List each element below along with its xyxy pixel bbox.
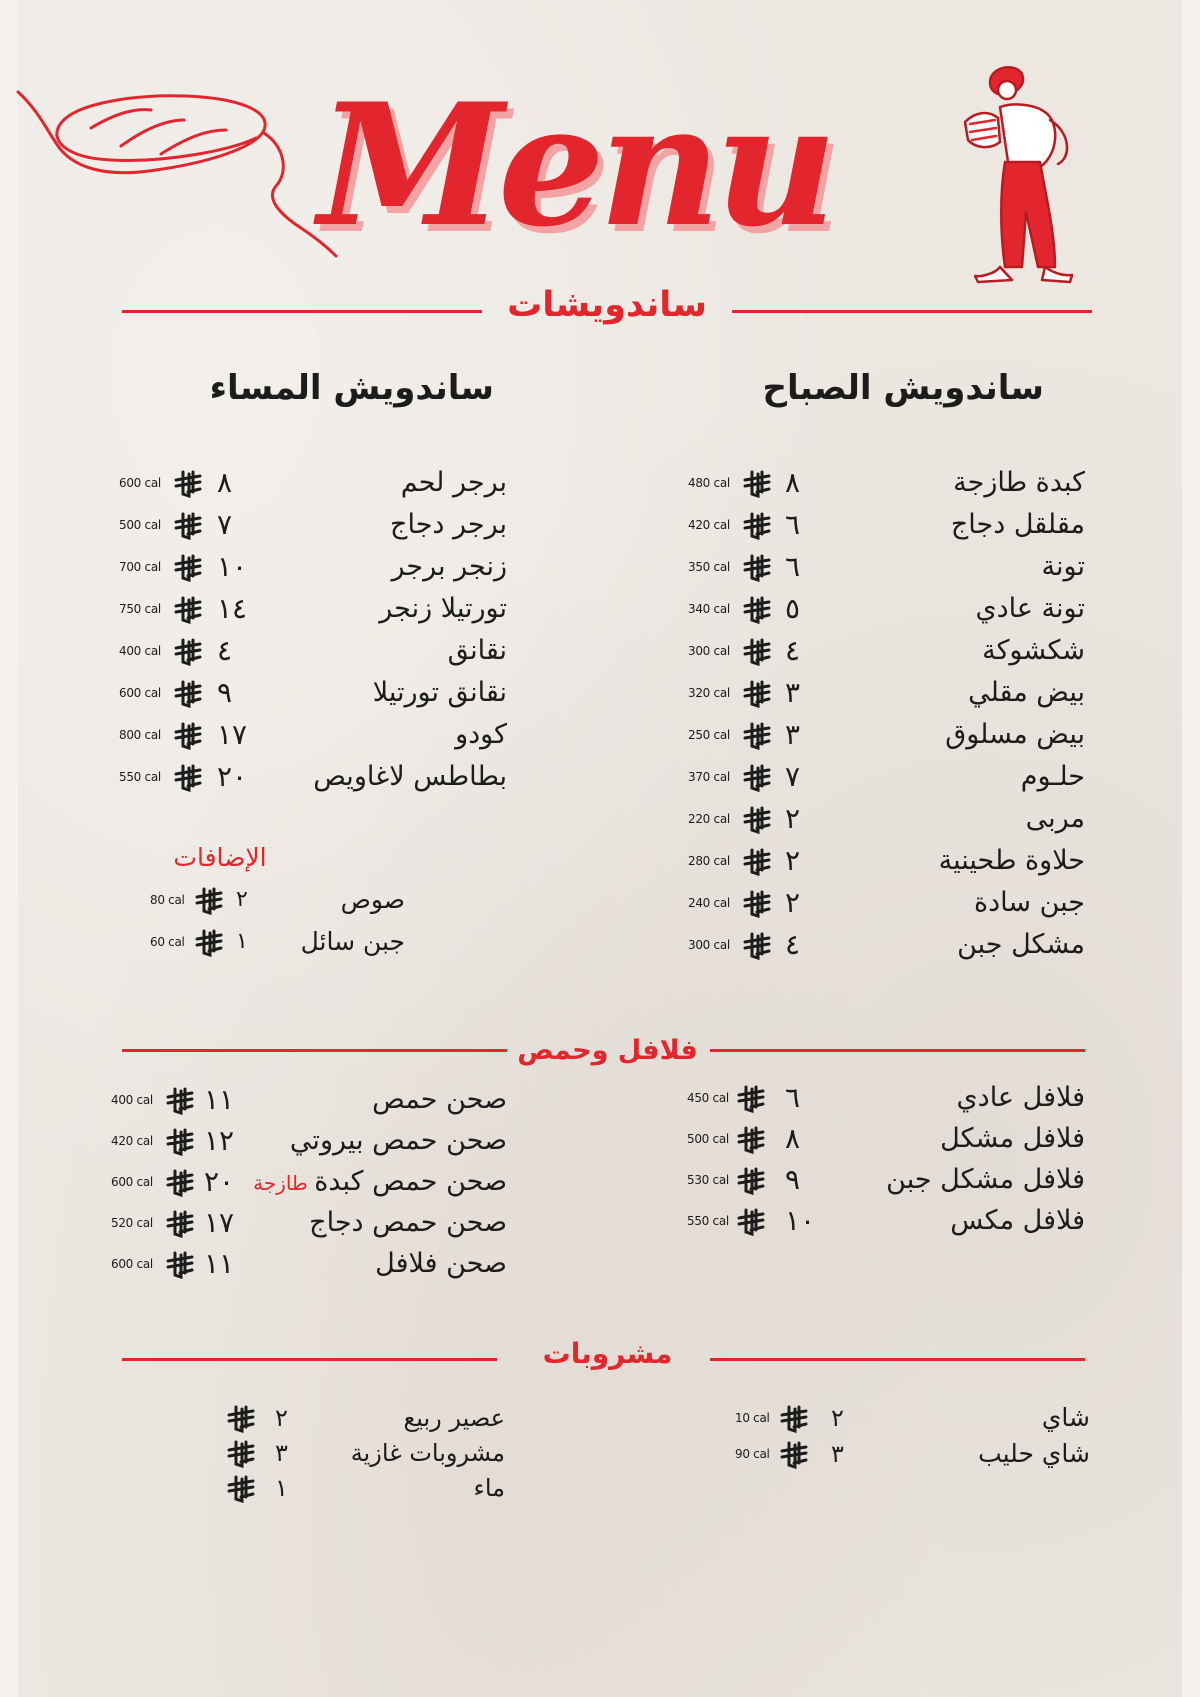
person-eating-sandwich-icon xyxy=(960,62,1100,317)
menu-item xyxy=(225,1398,505,1438)
menu-item xyxy=(148,880,405,920)
item-name: مشكل جبن xyxy=(957,929,1085,960)
riyal-symbol-icon xyxy=(737,1167,765,1195)
item-calories: 300 cal xyxy=(688,938,730,952)
riyal-symbol-icon xyxy=(174,596,202,624)
item-calories: 400 cal xyxy=(119,644,161,658)
item-calories: 80 cal xyxy=(150,893,185,907)
item-calories: 600 cal xyxy=(119,686,161,700)
item-name: مشروبات غازية xyxy=(350,1439,505,1467)
riyal-symbol-icon xyxy=(743,554,771,582)
riyal-symbol-icon xyxy=(743,638,771,666)
item-price: ٢ xyxy=(785,886,801,919)
riyal-symbol-icon xyxy=(743,932,771,960)
item-calories: 480 cal xyxy=(688,476,730,490)
item-calories: 300 cal xyxy=(688,644,730,658)
riyal-symbol-icon xyxy=(743,722,771,750)
riyal-symbol-icon xyxy=(227,1475,255,1503)
item-price: ٤ xyxy=(217,634,233,667)
item-price: ١٠ xyxy=(217,550,248,583)
item-name: ماء xyxy=(473,1474,505,1502)
item-name: كودو xyxy=(455,719,507,750)
menu-title: Menu xyxy=(318,66,832,264)
item-calories: 420 cal xyxy=(111,1134,153,1148)
item-name: حلـوم xyxy=(1020,761,1085,792)
item-name: تونة xyxy=(1041,551,1085,582)
menu-item xyxy=(685,757,1085,797)
evening-heading: ساندويش المساء xyxy=(209,368,494,408)
section-title-drinks: مشروبات xyxy=(542,1337,673,1370)
menu-item xyxy=(685,463,1085,503)
item-name: صوص xyxy=(340,885,405,914)
menu-item xyxy=(685,673,1085,713)
menu-item xyxy=(225,1468,505,1508)
item-name: فلافل مشكل xyxy=(940,1123,1085,1154)
section-rule-right xyxy=(732,310,1092,313)
menu-item xyxy=(225,1433,505,1473)
riyal-symbol-icon xyxy=(174,638,202,666)
section-rule-left xyxy=(122,1049,507,1052)
riyal-symbol-icon xyxy=(174,764,202,792)
item-calories: 600 cal xyxy=(111,1175,153,1189)
menu-item xyxy=(685,547,1085,587)
item-price: ١٧ xyxy=(204,1206,235,1239)
riyal-symbol-icon xyxy=(166,1251,194,1279)
item-name: عصير ربيع xyxy=(403,1404,505,1432)
item-calories: 280 cal xyxy=(688,854,730,868)
riyal-symbol-icon xyxy=(195,887,223,915)
item-name: بيض مقلي xyxy=(968,677,1085,708)
menu-item xyxy=(685,631,1085,671)
item-price: ٢٠ xyxy=(204,1165,235,1198)
item-price: ٤ xyxy=(785,634,801,667)
item-calories: 550 cal xyxy=(119,770,161,784)
riyal-symbol-icon xyxy=(166,1128,194,1156)
item-name: صحن حمص دجاج xyxy=(309,1207,507,1238)
bread-loaf-icon xyxy=(16,88,346,258)
item-price: ٨ xyxy=(785,466,801,499)
menu-item xyxy=(735,1398,1090,1438)
riyal-symbol-icon xyxy=(743,680,771,708)
riyal-symbol-icon xyxy=(227,1440,255,1468)
menu-item xyxy=(117,463,507,503)
item-calories: 240 cal xyxy=(688,896,730,910)
item-price: ٢٠ xyxy=(217,760,248,793)
item-price: ٢ xyxy=(785,802,801,835)
item-name: شاي حليب xyxy=(978,1439,1090,1468)
menu-item xyxy=(117,715,507,755)
item-name: فلافل مشكل جبن xyxy=(886,1164,1085,1195)
riyal-symbol-icon xyxy=(743,596,771,624)
section-rule-left xyxy=(122,1358,497,1361)
item-price: ٢ xyxy=(236,887,248,912)
riyal-symbol-icon xyxy=(166,1087,194,1115)
riyal-symbol-icon xyxy=(743,890,771,918)
item-calories: 450 cal xyxy=(687,1091,729,1105)
riyal-symbol-icon xyxy=(174,680,202,708)
item-calories: 350 cal xyxy=(688,560,730,574)
riyal-symbol-icon xyxy=(166,1169,194,1197)
riyal-symbol-icon xyxy=(743,764,771,792)
item-name: نقانق xyxy=(447,635,507,666)
menu-item xyxy=(685,505,1085,545)
item-price: ٢ xyxy=(275,1404,288,1432)
riyal-symbol-icon xyxy=(743,848,771,876)
menu-item xyxy=(685,589,1085,629)
item-calories: 520 cal xyxy=(111,1216,153,1230)
menu-item xyxy=(109,1080,507,1120)
page-edge-right xyxy=(1182,0,1200,1697)
menu-item xyxy=(685,1119,1085,1159)
item-name-note: طازجة xyxy=(253,1171,315,1195)
item-price: ١١ xyxy=(204,1083,235,1116)
riyal-symbol-icon xyxy=(737,1085,765,1113)
section-title-sandwiches: ساندويشات xyxy=(507,285,707,325)
item-name: كبدة طازجة xyxy=(953,467,1085,498)
item-name: صحن حمص كبدة طازجة xyxy=(253,1166,507,1197)
item-calories: 500 cal xyxy=(687,1132,729,1146)
riyal-symbol-icon xyxy=(737,1208,765,1236)
item-calories: 700 cal xyxy=(119,560,161,574)
item-price: ٦ xyxy=(785,550,801,583)
item-name: مقلقل دجاج xyxy=(950,509,1085,540)
riyal-symbol-icon xyxy=(743,806,771,834)
item-price: ١١ xyxy=(204,1247,235,1280)
item-calories: 60 cal xyxy=(150,935,185,949)
item-name: فلافل عادي xyxy=(956,1082,1085,1113)
item-price: ٨ xyxy=(217,466,233,499)
item-name: صحن حمص xyxy=(372,1084,507,1115)
item-price: ١ xyxy=(275,1474,288,1502)
riyal-symbol-icon xyxy=(780,1405,808,1433)
section-rule-right xyxy=(710,1049,1085,1052)
item-name: بيض مسلوق xyxy=(945,719,1085,750)
item-name: جبن سائل xyxy=(300,927,405,956)
riyal-symbol-icon xyxy=(780,1441,808,1469)
item-calories: 530 cal xyxy=(687,1173,729,1187)
item-name: مربى xyxy=(1025,803,1085,834)
item-calories: 750 cal xyxy=(119,602,161,616)
item-name: بطاطس لاغاويص xyxy=(313,761,507,792)
item-price: ٦ xyxy=(785,1081,801,1114)
item-price: ٧ xyxy=(785,760,801,793)
item-name: فلافل مكس xyxy=(950,1205,1085,1236)
riyal-symbol-icon xyxy=(174,512,202,540)
menu-item xyxy=(117,547,507,587)
menu-item xyxy=(109,1244,507,1284)
item-calories: 600 cal xyxy=(119,476,161,490)
item-calories: 10 cal xyxy=(735,1411,770,1425)
menu-item xyxy=(685,799,1085,839)
riyal-symbol-icon xyxy=(174,722,202,750)
menu-item xyxy=(685,1160,1085,1200)
item-price: ١ xyxy=(236,929,248,954)
item-calories: 220 cal xyxy=(688,812,730,826)
item-price: ٩ xyxy=(785,1163,801,1196)
menu-item xyxy=(685,925,1085,965)
item-price: ٢ xyxy=(785,844,801,877)
menu-item xyxy=(117,673,507,713)
riyal-symbol-icon xyxy=(174,554,202,582)
menu-item xyxy=(109,1121,507,1161)
menu-item xyxy=(117,631,507,671)
item-price: ٣ xyxy=(275,1439,288,1467)
item-name: شاي xyxy=(1041,1403,1090,1432)
item-name: برجر لحم xyxy=(400,467,507,498)
item-price: ١٢ xyxy=(204,1124,235,1157)
menu-item xyxy=(685,883,1085,923)
menu-item xyxy=(117,757,507,797)
section-rule-left xyxy=(122,310,482,313)
item-name: تورتيلا زنجر xyxy=(379,593,507,624)
riyal-symbol-icon xyxy=(195,929,223,957)
item-name: شكشوكة xyxy=(982,635,1085,666)
riyal-symbol-icon xyxy=(227,1405,255,1433)
item-calories: 90 cal xyxy=(735,1447,770,1461)
item-price: ٧ xyxy=(217,508,233,541)
item-calories: 250 cal xyxy=(688,728,730,742)
item-name: برجر دجاج xyxy=(390,509,507,540)
riyal-symbol-icon xyxy=(743,470,771,498)
item-name: صحن حمص بيروتي xyxy=(289,1125,507,1156)
addons-heading: الإضافات xyxy=(173,843,267,872)
item-calories: 600 cal xyxy=(111,1257,153,1271)
section-title-falafel: فلافل وحمص xyxy=(517,1035,698,1066)
item-price: ١٠ xyxy=(785,1204,816,1237)
item-name: تونة عادي xyxy=(975,593,1085,624)
menu-item xyxy=(109,1162,507,1202)
item-calories: 320 cal xyxy=(688,686,730,700)
riyal-symbol-icon xyxy=(174,470,202,498)
item-name: صحن فلافل xyxy=(375,1248,507,1279)
item-calories: 800 cal xyxy=(119,728,161,742)
menu-item xyxy=(735,1434,1090,1474)
item-price: ١٤ xyxy=(217,592,248,625)
item-name: جبن سادة xyxy=(974,887,1085,918)
item-calories: 500 cal xyxy=(119,518,161,532)
menu-item xyxy=(685,841,1085,881)
menu-item xyxy=(685,715,1085,755)
menu-item xyxy=(109,1203,507,1243)
item-price: ٨ xyxy=(785,1122,801,1155)
item-price: ٣ xyxy=(785,676,801,709)
item-name: حلاوة طحينية xyxy=(938,845,1085,876)
item-calories: 370 cal xyxy=(688,770,730,784)
item-price: ٣ xyxy=(831,1440,844,1468)
item-price: ٦ xyxy=(785,508,801,541)
item-calories: 340 cal xyxy=(688,602,730,616)
riyal-symbol-icon xyxy=(737,1126,765,1154)
menu-item xyxy=(685,1201,1085,1241)
menu-item xyxy=(117,589,507,629)
item-price: ١٧ xyxy=(217,718,248,751)
menu-item xyxy=(117,505,507,545)
item-price: ٤ xyxy=(785,928,801,961)
riyal-symbol-icon xyxy=(166,1210,194,1238)
item-calories: 400 cal xyxy=(111,1093,153,1107)
item-price: ٢ xyxy=(831,1404,844,1432)
item-price: ٣ xyxy=(785,718,801,751)
item-calories: 550 cal xyxy=(687,1214,729,1228)
menu-item xyxy=(685,1078,1085,1118)
section-rule-right xyxy=(710,1358,1085,1361)
item-name: نقانق تورتيلا xyxy=(372,677,507,708)
menu-item xyxy=(148,922,405,962)
item-calories: 420 cal xyxy=(688,518,730,532)
riyal-symbol-icon xyxy=(743,512,771,540)
morning-heading: ساندويش الصباح xyxy=(762,368,1044,408)
item-price: ٩ xyxy=(217,676,233,709)
item-name: زنجر برجر xyxy=(391,551,507,582)
item-price: ٥ xyxy=(785,592,801,625)
